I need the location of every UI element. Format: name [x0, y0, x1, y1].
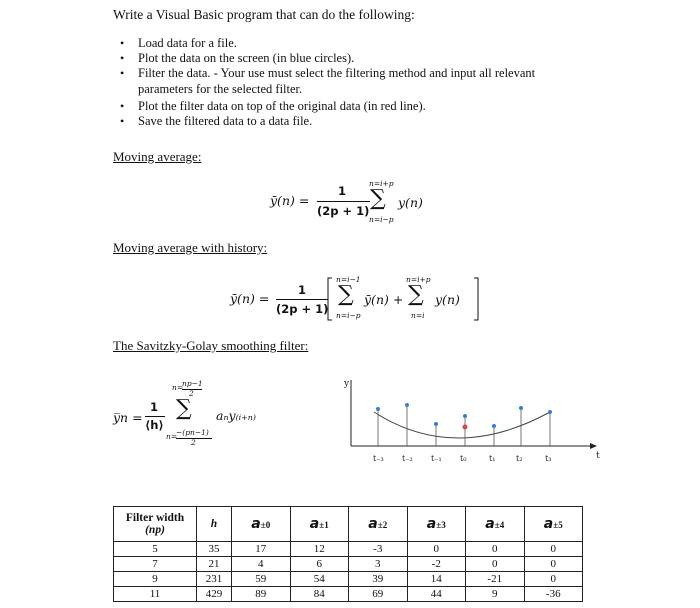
table-cell: 12: [290, 542, 349, 557]
tick-label: t₃: [545, 454, 552, 463]
t-axis-label: t: [596, 451, 600, 461]
bullet-icon: •: [120, 66, 125, 81]
table-cell: 3: [349, 557, 408, 572]
task-item-continuation: parameters for the selected filter.: [138, 81, 303, 96]
sigma-icon: ∑: [370, 186, 386, 211]
table-cell: -2: [407, 557, 466, 572]
table-cell: 21: [197, 557, 232, 572]
table-cell: 59: [232, 572, 291, 587]
table-cell: 17: [232, 542, 291, 557]
table-header-row: [114, 507, 583, 542]
intro-text: Write a Visual Basic program that can do the following:: [113, 7, 415, 22]
table-cell: 0: [407, 542, 466, 557]
header-a5: a±5: [524, 507, 583, 542]
header-a0: a±0: [232, 507, 291, 542]
sigma-icon: ∑: [408, 282, 424, 307]
smoothed-point: [463, 425, 468, 430]
tick-label: t₋₁: [431, 454, 442, 463]
header-filter-width: Filter width (np): [114, 507, 197, 542]
table-row: [114, 587, 583, 602]
moving-average-heading: Moving average:: [113, 149, 202, 164]
y-axis-label: y: [344, 379, 350, 389]
table-cell: 35: [197, 542, 232, 557]
fraction-bar: [145, 416, 165, 417]
fraction-bar: [276, 299, 328, 300]
table-cell: 4: [232, 557, 291, 572]
table-cell: 0: [466, 557, 525, 572]
table-cell: 0: [524, 557, 583, 572]
table-cell: 7: [114, 557, 197, 572]
moving-average-history-heading: Moving average with history:: [113, 240, 268, 255]
table-cell: 9: [114, 572, 197, 587]
task-item: • Plot the data on the screen (in blue circles).: [120, 51, 355, 66]
x-axis-arrow-icon: [590, 443, 597, 449]
tick-label: t₋₂: [402, 454, 413, 463]
table-row: [114, 542, 583, 557]
tick-label: t₂: [516, 454, 523, 463]
table-cell: 69: [349, 587, 408, 602]
task-item: • Save the filtered data to a data file.: [120, 114, 313, 129]
table-cell: 89: [232, 587, 291, 602]
table-cell: 0: [524, 572, 583, 587]
task-item: • Load data for a file.: [120, 36, 237, 50]
bullet-icon: •: [120, 51, 125, 66]
table-cell: 39: [349, 572, 408, 587]
table-cell: 14: [407, 572, 466, 587]
sample-point: [548, 410, 552, 414]
table-cell: 6: [290, 557, 349, 572]
sigma-icon: ∑: [176, 396, 192, 421]
table-cell: 0: [466, 542, 525, 557]
sample-point: [434, 422, 438, 426]
table-cell: 5: [114, 542, 197, 557]
header-a3: a±3: [407, 507, 466, 542]
tick-label: t₋₃: [373, 454, 384, 463]
sample-point: [492, 424, 496, 428]
sample-point: [405, 403, 409, 407]
task-item: • Plot the filter data on top of the original data (in red line).: [120, 98, 426, 113]
table-cell: -3: [349, 542, 408, 557]
table-cell: 0: [524, 542, 583, 557]
tick-label: t₀: [460, 454, 467, 463]
table-row: [114, 572, 583, 587]
savitzky-golay-plot: [340, 374, 602, 470]
sample-point: [463, 414, 467, 418]
fraction-bar: [317, 201, 370, 202]
table-cell: 429: [197, 587, 232, 602]
tick-label: t₁: [489, 454, 496, 463]
header-a1: a±1: [290, 507, 349, 542]
fitted-curve: [374, 412, 550, 438]
table-cell: -21: [466, 572, 525, 587]
task-list: [113, 36, 613, 129]
sample-point: [376, 407, 380, 411]
header-a2: a±2: [349, 507, 408, 542]
bullet-icon: •: [120, 114, 125, 129]
filter-coefficients-table: [113, 506, 583, 602]
table-cell: 231: [197, 572, 232, 587]
table-cell: -36: [524, 587, 583, 602]
table-row: [114, 557, 583, 572]
table-cell: 54: [290, 572, 349, 587]
header-h: h: [197, 507, 232, 542]
table-cell: 44: [407, 587, 466, 602]
sample-point: [519, 406, 523, 410]
sigma-icon: ∑: [338, 282, 354, 307]
table-cell: 11: [114, 587, 197, 602]
bullet-icon: •: [120, 36, 125, 50]
savitzky-golay-heading: The Savitzky-Golay smoothing filter:: [113, 338, 309, 353]
bullet-icon: •: [120, 98, 125, 113]
task-item: • Filter the data. - Your use must select the filtering method and input all relevant: [120, 66, 536, 81]
table-cell: 9: [466, 587, 525, 602]
table-cell: 84: [290, 587, 349, 602]
header-a4: a±4: [466, 507, 525, 542]
